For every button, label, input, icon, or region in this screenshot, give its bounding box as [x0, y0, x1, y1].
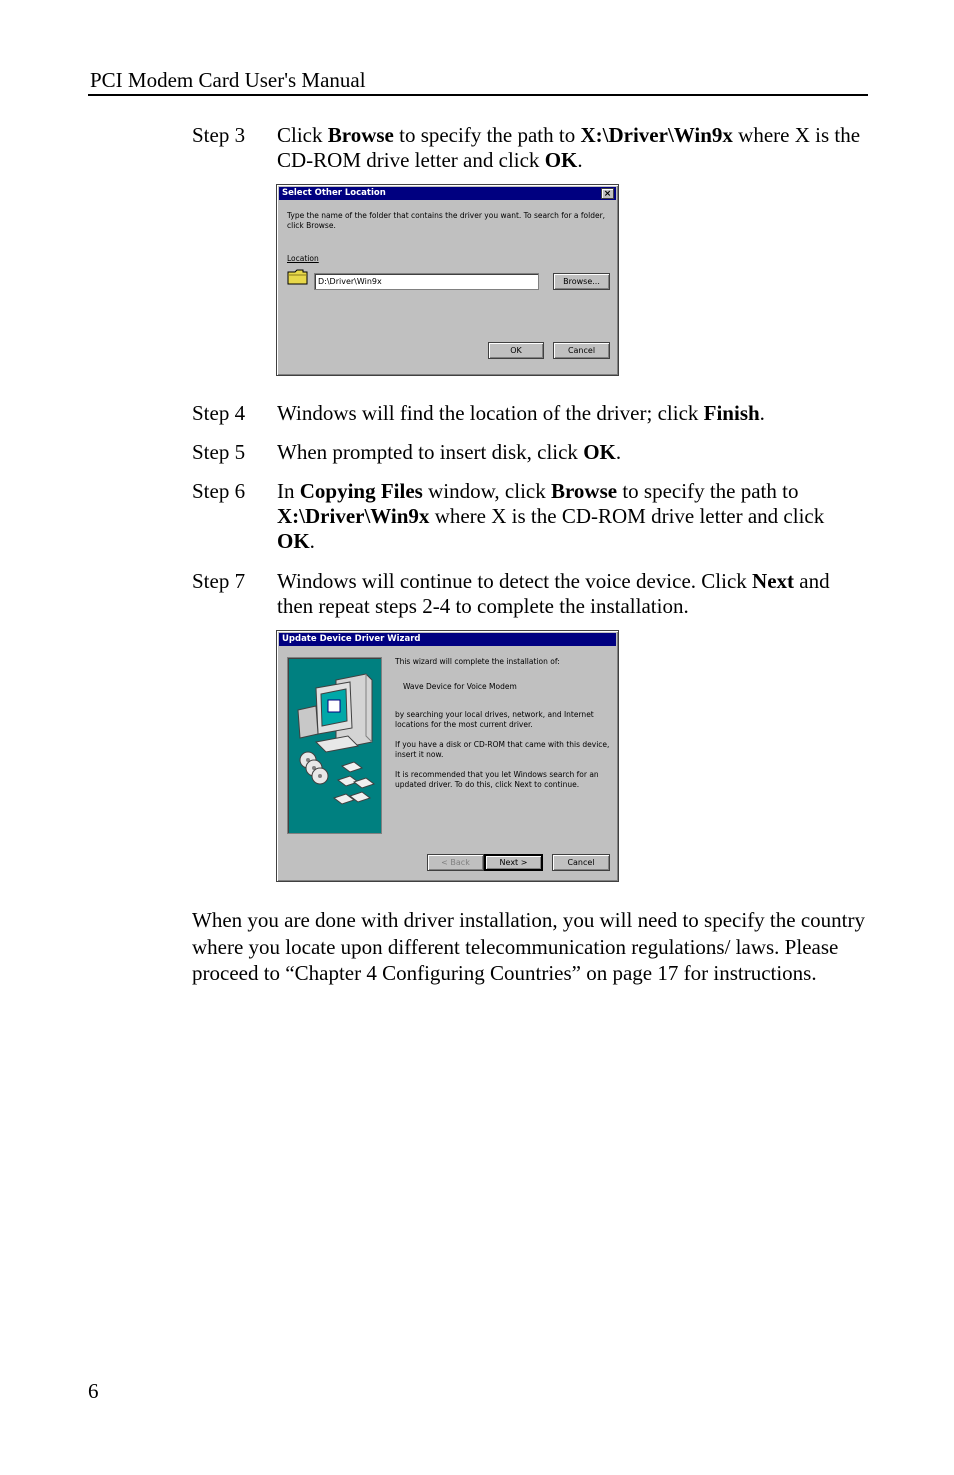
next-button[interactable]: Next >: [484, 854, 543, 871]
step-4: [192, 401, 872, 426]
step-number: Step 6: [192, 479, 246, 503]
wizard-recommend-text: It is recommended that you let Windows search for an updated driver. To do this, click Next to continue.: [395, 770, 599, 789]
step-text: When prompted to insert disk, click OK.: [277, 440, 622, 464]
wizard-illustration: [287, 657, 382, 834]
step-text: Windows will continue to detect the voice device. Click Next and then repeat steps 2-4 to complete the installation.: [277, 569, 830, 618]
ok-button[interactable]: OK: [488, 342, 544, 359]
step-3: [192, 123, 872, 173]
dialog-instruction: Type the name of the folder that contains the driver you want. To search for a folder, click Browse.: [287, 211, 606, 230]
wizard-search-text: by searching your local drives, network, and Internet locations for the most current driver.: [395, 710, 594, 729]
dialog-title: Update Device Driver Wizard: [282, 634, 421, 644]
folder-icon: [287, 268, 309, 286]
step-6: [192, 479, 872, 554]
back-button[interactable]: < Back: [427, 854, 484, 871]
wizard-intro-text: This wizard will complete the installation of:: [395, 657, 560, 666]
closing-paragraph: When you are done with driver installation, you will need to specify the country where you locate upon different telecommunication regulations/ laws. Please proceed to “Chapter 4 Configuring Countries” on page 17 for instructions.: [192, 908, 865, 985]
device-name: Wave Device for Voice Modem: [403, 682, 517, 691]
step-text: Windows will find the location of the driver; click Finish.: [277, 401, 765, 425]
page-number: 6: [88, 1379, 99, 1403]
step-7: [192, 569, 872, 619]
dialog-titlebar: [279, 633, 616, 646]
step-5: [192, 440, 872, 465]
location-input[interactable]: D:\Driver\Win9x: [314, 273, 539, 290]
select-other-location-dialog: [276, 184, 619, 376]
step-number: Step 7: [192, 569, 246, 593]
header-title: PCI Modem Card User's Manual: [90, 68, 366, 92]
update-device-driver-wizard: [276, 630, 619, 882]
step-number: Step 4: [192, 401, 246, 425]
step-text: Click Browse to specify the path to X:\Driver\Win9x where X is the CD-ROM drive letter and click OK.: [277, 123, 861, 172]
computer-icon: [288, 658, 381, 833]
close-icon[interactable]: ×: [601, 188, 614, 199]
step-text: In Copying Files window, click Browse to specify the path to X:\Driver\Win9x where X is the CD-ROM drive letter and click OK.: [277, 479, 825, 553]
browse-button[interactable]: Browse...: [553, 273, 610, 290]
wizard-disk-text: If you have a disk or CD-ROM that came with this device, insert it now.: [395, 740, 610, 759]
dialog-title: Select Other Location: [282, 188, 386, 198]
cancel-button[interactable]: Cancel: [553, 342, 610, 359]
dialog-titlebar: [279, 187, 616, 200]
step-number: Step 5: [192, 440, 246, 464]
page-header: [88, 66, 868, 96]
cancel-button[interactable]: Cancel: [552, 854, 610, 871]
location-label: Location: [287, 254, 319, 263]
step-number: Step 3: [192, 123, 246, 147]
